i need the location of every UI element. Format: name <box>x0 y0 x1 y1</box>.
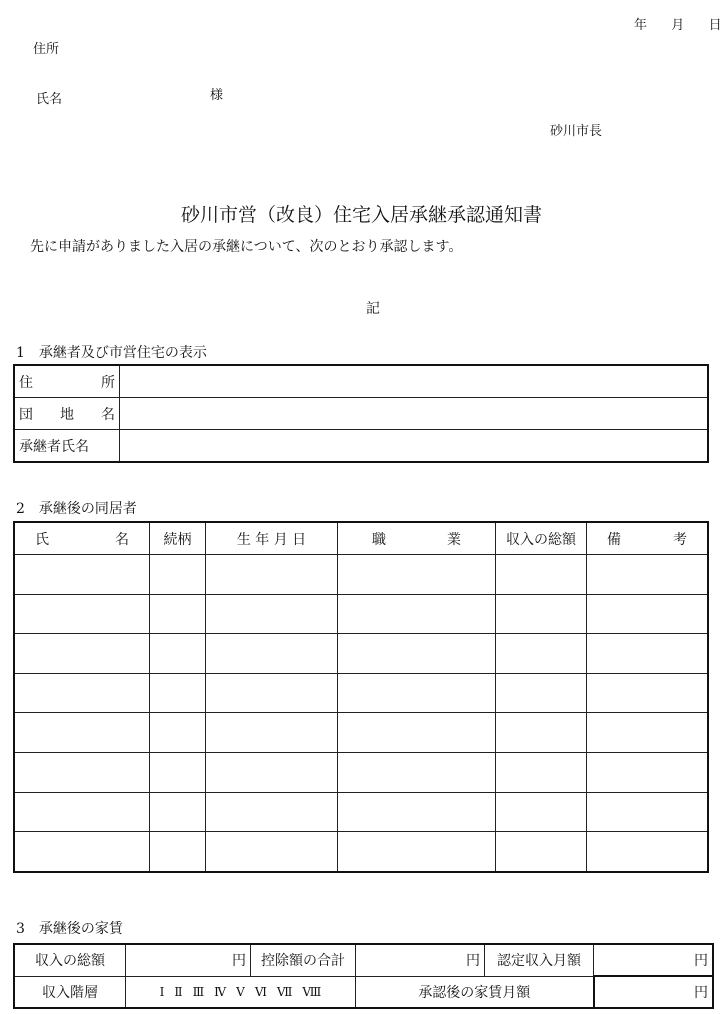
cell-remarks[interactable] <box>587 832 709 872</box>
successor-name-value-cell[interactable] <box>120 430 709 463</box>
table-row <box>14 832 708 872</box>
cell-name[interactable] <box>14 713 150 753</box>
address-value-cell[interactable] <box>120 365 709 398</box>
yen-unit: 円 <box>232 953 246 970</box>
level-option[interactable]: Ⅲ <box>192 984 205 999</box>
cell-income[interactable] <box>496 555 587 595</box>
table-row <box>14 792 708 832</box>
complex-value-cell[interactable] <box>120 398 709 430</box>
table-row <box>14 555 708 595</box>
label-char: 住 <box>19 374 33 391</box>
col-income: 収入の総額 <box>496 522 587 555</box>
col-birthdate: 生 年 月 日 <box>206 522 338 555</box>
cell-remarks[interactable] <box>587 634 709 674</box>
cell-name[interactable] <box>14 634 150 674</box>
approved-rent-label: 承認後の家賃月額 <box>356 976 594 1008</box>
cell-occupation[interactable] <box>338 713 496 753</box>
recipient-name-label: 氏名 <box>36 92 63 107</box>
header-char: 備 <box>607 531 621 548</box>
certified-monthly-label: 認定収入月額 <box>485 944 594 976</box>
successor-name-label-cell: 承継者氏名 <box>14 430 120 463</box>
complex-label-cell <box>14 398 120 430</box>
cell-remarks[interactable] <box>587 594 709 634</box>
cell-remarks[interactable] <box>587 555 709 595</box>
cell-income[interactable] <box>496 792 587 832</box>
cell-relationship[interactable] <box>150 792 206 832</box>
cell-income[interactable] <box>496 713 587 753</box>
cell-remarks[interactable] <box>587 792 709 832</box>
income-level-options <box>126 976 356 1008</box>
table-row <box>14 944 713 976</box>
cell-birthdate[interactable] <box>206 594 338 634</box>
yen-unit: 円 <box>694 985 708 1001</box>
cell-occupation[interactable] <box>338 594 496 634</box>
table-row <box>14 594 708 634</box>
section2-heading: 2 承継後の同居者 <box>16 501 137 517</box>
cell-income[interactable] <box>496 832 587 872</box>
recipient-address-label: 住所 <box>33 42 60 57</box>
table-row <box>14 430 708 463</box>
cell-income[interactable] <box>496 594 587 634</box>
address-label-cell <box>14 365 120 398</box>
table-row <box>14 365 708 398</box>
date-day: 日 <box>708 18 722 33</box>
cell-remarks[interactable] <box>587 752 709 792</box>
cell-birthdate[interactable] <box>206 792 338 832</box>
rent-table <box>13 943 714 1009</box>
cell-occupation[interactable] <box>338 752 496 792</box>
income-total-cell[interactable] <box>126 944 251 976</box>
label-char: 所 <box>101 374 115 391</box>
yen-unit: 円 <box>694 953 708 969</box>
header-char: 名 <box>115 531 129 548</box>
cell-occupation[interactable] <box>338 673 496 713</box>
cohabitant-table <box>13 521 709 873</box>
cell-relationship[interactable] <box>150 713 206 753</box>
table-row <box>14 752 708 792</box>
approved-rent-cell[interactable] <box>594 976 714 1008</box>
cell-birthdate[interactable] <box>206 752 338 792</box>
cell-remarks[interactable] <box>587 673 709 713</box>
level-option[interactable]: Ⅷ <box>302 984 322 999</box>
cell-relationship[interactable] <box>150 555 206 595</box>
cohabitant-rows <box>14 555 708 872</box>
table-row <box>14 976 713 1008</box>
header-char: 氏 <box>35 531 49 548</box>
cell-name[interactable] <box>14 555 150 595</box>
level-option[interactable]: Ⅰ <box>159 984 165 999</box>
cell-income[interactable] <box>496 752 587 792</box>
yen-unit: 円 <box>466 953 480 970</box>
successor-table <box>13 364 709 463</box>
level-option[interactable]: Ⅳ <box>214 984 227 999</box>
intro-text: 先に申請がありました入居の承継について、次のとおり承認します。 <box>30 239 463 255</box>
level-option[interactable]: Ⅴ <box>236 984 245 999</box>
col-name <box>14 522 150 555</box>
level-option[interactable]: Ⅱ <box>174 984 183 999</box>
header-char: 職 <box>372 531 386 548</box>
certified-monthly-cell[interactable] <box>594 944 714 976</box>
header-char: 業 <box>447 531 461 548</box>
table-row <box>14 398 708 430</box>
section1-heading: 1 承継者及び市営住宅の表示 <box>16 345 207 361</box>
label-char: 名 <box>101 406 115 423</box>
cell-relationship[interactable] <box>150 594 206 634</box>
col-relationship: 続柄 <box>150 522 206 555</box>
cell-occupation[interactable] <box>338 634 496 674</box>
label-char: 地 <box>60 406 74 423</box>
honorific: 様 <box>210 88 224 103</box>
label-char: 団 <box>19 406 33 423</box>
cell-name[interactable] <box>14 673 150 713</box>
cell-birthdate[interactable] <box>206 634 338 674</box>
cell-income[interactable] <box>496 673 587 713</box>
table-row <box>14 634 708 674</box>
table-header-row <box>14 522 708 555</box>
cell-remarks[interactable] <box>587 713 709 753</box>
date-line <box>634 14 722 33</box>
header-char: 考 <box>673 531 687 548</box>
level-option[interactable]: Ⅶ <box>276 984 293 999</box>
cell-income[interactable] <box>496 634 587 674</box>
deduction-total-label: 控除額の合計 <box>251 944 356 976</box>
date-year: 年 <box>634 18 648 33</box>
cell-birthdate[interactable] <box>206 832 338 872</box>
section3-heading: 3 承継後の家賃 <box>16 921 123 937</box>
cell-name[interactable] <box>14 832 150 872</box>
level-option[interactable]: Ⅵ <box>254 984 267 999</box>
deduction-total-cell[interactable] <box>356 944 485 976</box>
cell-birthdate[interactable] <box>206 555 338 595</box>
ki-marker: 記 <box>366 301 380 317</box>
col-occupation <box>338 522 496 555</box>
cell-occupation[interactable] <box>338 792 496 832</box>
cell-occupation[interactable] <box>338 832 496 872</box>
income-level-label: 収入階層 <box>14 976 126 1008</box>
date-month: 月 <box>671 18 685 33</box>
issuer: 砂川市長 <box>550 124 603 139</box>
cell-relationship[interactable] <box>150 752 206 792</box>
cell-name[interactable] <box>14 752 150 792</box>
col-remarks <box>587 522 709 555</box>
cell-birthdate[interactable] <box>206 673 338 713</box>
cell-relationship[interactable] <box>150 673 206 713</box>
document-title: 砂川市営（改良）住宅入居承継承認通知書 <box>180 204 542 226</box>
income-total-label: 収入の総額 <box>14 944 126 976</box>
cell-name[interactable] <box>14 594 150 634</box>
cell-relationship[interactable] <box>150 832 206 872</box>
cell-name[interactable] <box>14 792 150 832</box>
table-row <box>14 673 708 713</box>
cell-occupation[interactable] <box>338 555 496 595</box>
table-row <box>14 713 708 753</box>
cell-relationship[interactable] <box>150 634 206 674</box>
cell-birthdate[interactable] <box>206 713 338 753</box>
